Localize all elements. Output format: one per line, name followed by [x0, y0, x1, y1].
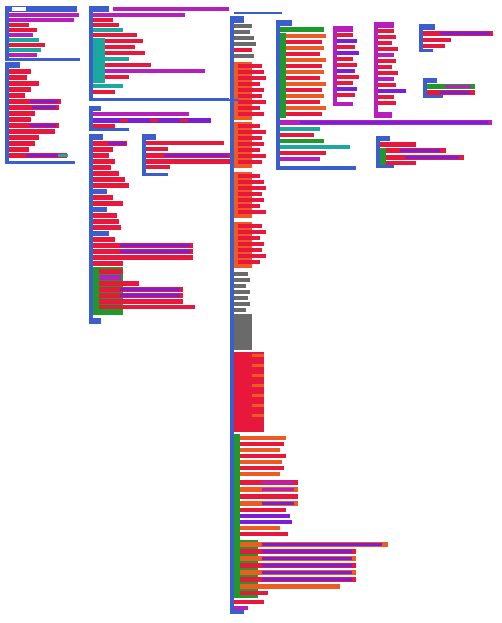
script-9[interactable] — [333, 26, 359, 106]
script-6[interactable] — [142, 134, 232, 176]
script-3[interactable] — [89, 6, 229, 101]
script-2[interactable] — [5, 62, 75, 164]
script-7[interactable] — [230, 16, 388, 614]
script-10[interactable] — [374, 22, 406, 118]
script-11[interactable] — [419, 24, 493, 98]
script-4[interactable] — [89, 106, 211, 131]
script-1[interactable] — [5, 6, 80, 61]
script-12[interactable] — [376, 136, 464, 168]
